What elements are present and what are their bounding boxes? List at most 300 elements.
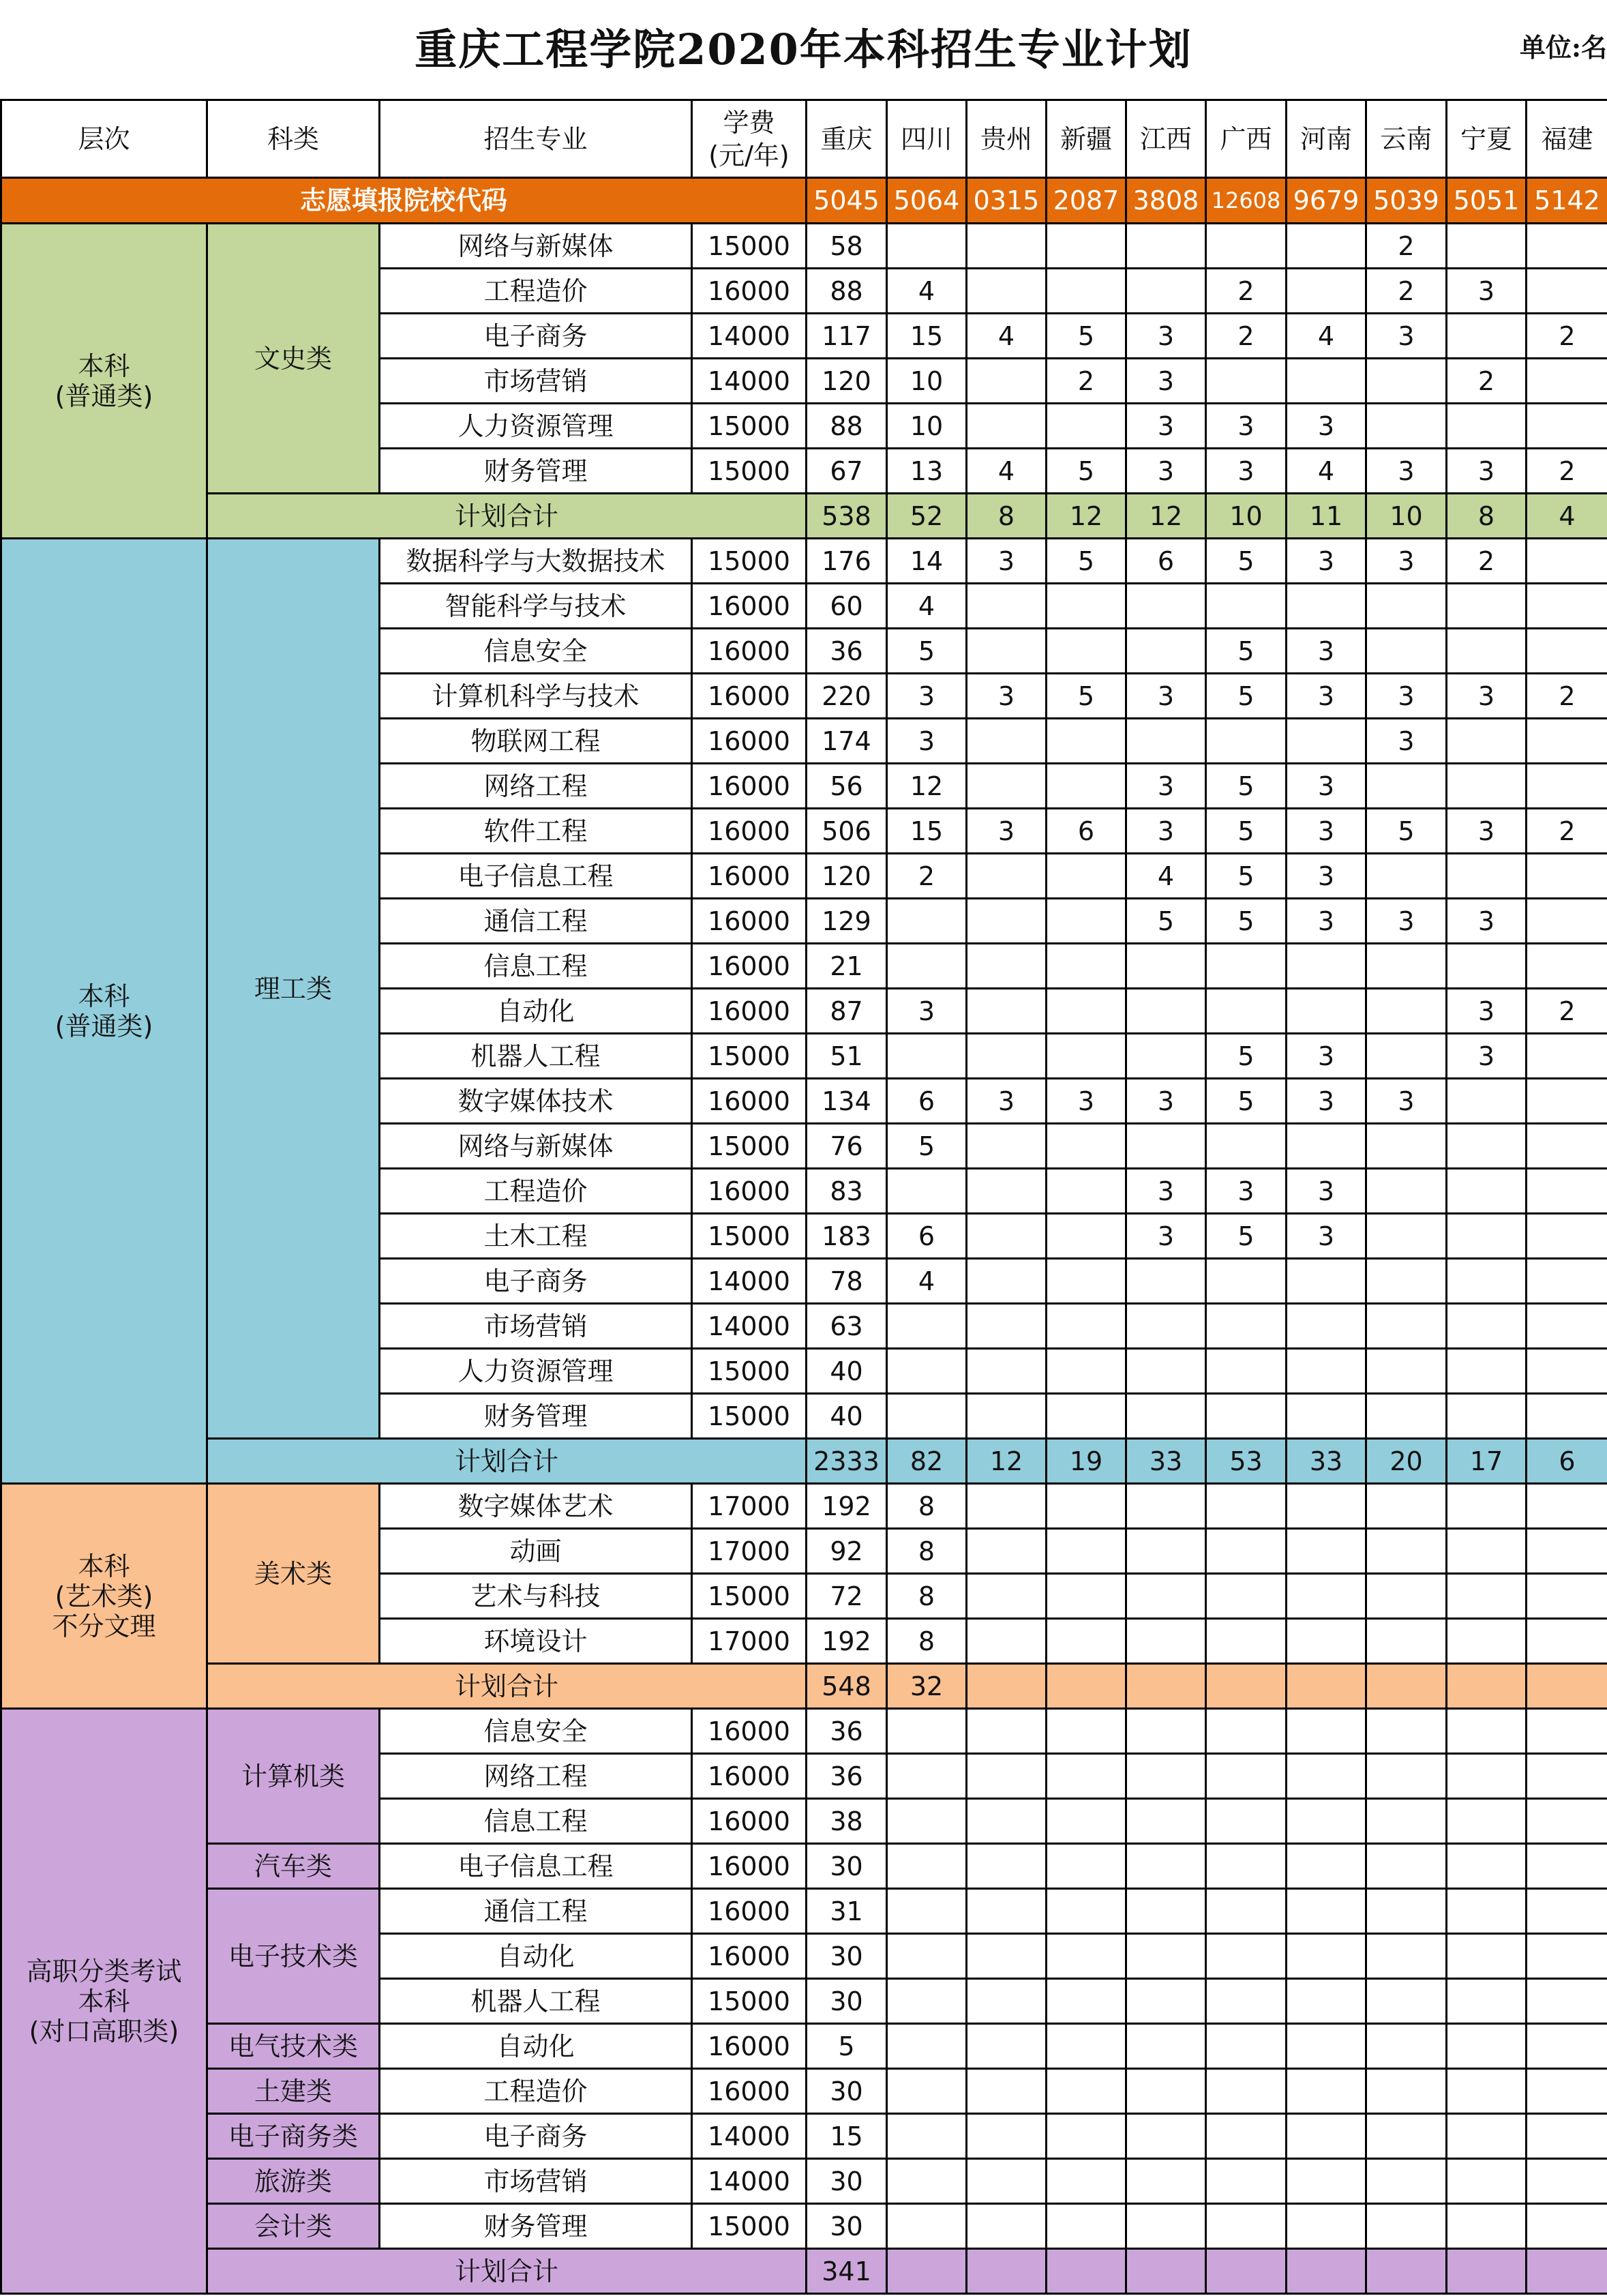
fee-cell: 15000 <box>692 1349 807 1394</box>
quota-cell <box>1287 269 1366 314</box>
quota-cell: 2 <box>1206 269 1287 314</box>
quota-cell: 6 <box>887 1214 967 1259</box>
quota-cell <box>1447 314 1527 359</box>
quota-cell <box>887 1844 967 1889</box>
quota-cell <box>1047 1124 1126 1169</box>
subtotal-cell: 82 <box>887 1439 967 1484</box>
quota-cell: 2 <box>1047 359 1126 404</box>
quota-cell: 3 <box>1287 404 1366 449</box>
quota-cell <box>1527 1484 1607 1529</box>
fee-cell: 16000 <box>692 809 807 854</box>
quota-cell <box>887 1799 967 1844</box>
quota-cell: 5 <box>1047 674 1126 719</box>
category-cell: 计算机类 <box>207 1709 380 1844</box>
quota-cell <box>1206 224 1287 269</box>
quota-cell <box>887 2159 967 2204</box>
quota-cell <box>1126 1709 1206 1754</box>
major-cell: 艺术与科技 <box>380 1574 692 1619</box>
quota-cell <box>1287 1934 1366 1979</box>
major-cell: 工程造价 <box>380 2069 692 2114</box>
quota-cell <box>1047 584 1126 629</box>
subtotal-cell: 20 <box>1366 1439 1447 1484</box>
quota-cell <box>1527 1529 1607 1574</box>
fee-cell: 16000 <box>692 2024 807 2069</box>
quota-cell <box>1527 899 1607 944</box>
header-guangxi: 广西 <box>1206 100 1287 178</box>
quota-cell <box>1287 1124 1366 1169</box>
quota-cell: 5 <box>1206 809 1287 854</box>
subtotal-cell: 548 <box>807 1664 887 1709</box>
quota-cell: 36 <box>807 629 887 674</box>
quota-cell <box>1206 1979 1287 2024</box>
quota-cell <box>1527 359 1607 404</box>
quota-cell: 2 <box>1527 314 1607 359</box>
quota-cell <box>1527 1169 1607 1214</box>
quota-cell: 5 <box>1206 539 1287 584</box>
quota-cell <box>1206 1124 1287 1169</box>
quota-cell: 5 <box>1047 539 1126 584</box>
quota-cell <box>1047 1934 1126 1979</box>
quota-cell <box>1447 1124 1527 1169</box>
quota-cell <box>1447 1349 1527 1394</box>
enrollment-plan-table <box>0 99 1607 2295</box>
fee-cell: 15000 <box>692 1394 807 1439</box>
quota-cell: 10 <box>887 404 967 449</box>
quota-cell: 2 <box>1366 224 1447 269</box>
quota-cell <box>1206 989 1287 1034</box>
quota-cell <box>1206 359 1287 404</box>
subtotal-cell: 11 <box>1287 494 1366 539</box>
quota-cell <box>1447 1214 1527 1259</box>
quota-cell: 183 <box>807 1214 887 1259</box>
quota-cell: 3 <box>1287 1214 1366 1259</box>
quota-cell <box>1287 224 1366 269</box>
quota-cell <box>1287 584 1366 629</box>
quota-cell <box>1527 1259 1607 1304</box>
fee-cell: 16000 <box>692 719 807 764</box>
quota-cell: 14 <box>887 539 967 584</box>
quota-cell <box>1206 1349 1287 1394</box>
quota-cell: 5 <box>1206 764 1287 809</box>
header-chongqing: 重庆 <box>807 100 887 178</box>
subtotal-cell <box>1126 1664 1206 1709</box>
quota-cell <box>967 1304 1047 1349</box>
quota-cell <box>967 944 1047 989</box>
fee-cell: 14000 <box>692 314 807 359</box>
quota-cell <box>1126 224 1206 269</box>
major-cell: 工程造价 <box>380 1169 692 1214</box>
quota-cell <box>1047 989 1126 1034</box>
quota-cell <box>1206 2114 1287 2159</box>
major-cell: 信息安全 <box>380 629 692 674</box>
quota-cell <box>887 1394 967 1439</box>
fee-cell: 16000 <box>692 1169 807 1214</box>
major-cell: 自动化 <box>380 1934 692 1979</box>
quota-cell: 10 <box>887 359 967 404</box>
quota-cell <box>1047 764 1126 809</box>
quota-cell <box>1366 2114 1447 2159</box>
major-cell: 网络与新媒体 <box>380 1124 692 1169</box>
quota-cell <box>1206 2069 1287 2114</box>
quota-cell <box>1126 1484 1206 1529</box>
fee-cell: 16000 <box>692 269 807 314</box>
fee-cell: 17000 <box>692 1529 807 1574</box>
quota-cell <box>1047 404 1126 449</box>
quota-cell <box>1527 1619 1607 1664</box>
table-row <box>1 2024 1607 2069</box>
quota-cell <box>967 269 1047 314</box>
subtotal-cell <box>1047 2249 1126 2294</box>
quota-cell: 36 <box>807 1754 887 1799</box>
quota-cell <box>1126 2204 1206 2249</box>
quota-cell <box>887 1754 967 1799</box>
quota-cell <box>1206 1889 1287 1934</box>
fee-cell: 15000 <box>692 449 807 494</box>
quota-cell: 3 <box>1287 1079 1366 1124</box>
fee-cell: 16000 <box>692 584 807 629</box>
quota-cell: 3 <box>1447 674 1527 719</box>
quota-cell <box>1206 1934 1287 1979</box>
quota-cell: 129 <box>807 899 887 944</box>
quota-cell <box>1126 1934 1206 1979</box>
quota-cell: 3 <box>1366 719 1447 764</box>
header-fee: 学费 (元/年) <box>692 100 807 178</box>
quota-cell: 3 <box>967 674 1047 719</box>
quota-cell <box>1527 2069 1607 2114</box>
header-category: 科类 <box>207 100 380 178</box>
major-cell: 动画 <box>380 1529 692 1574</box>
quota-cell <box>1527 404 1607 449</box>
category-cell: 电子商务类 <box>207 2114 380 2159</box>
major-cell: 环境设计 <box>380 1619 692 1664</box>
quota-cell <box>1447 2159 1527 2204</box>
quota-cell <box>1047 1034 1126 1079</box>
fee-cell: 15000 <box>692 1979 807 2024</box>
quota-cell <box>1126 2114 1206 2159</box>
quota-cell <box>887 224 967 269</box>
quota-cell <box>967 1259 1047 1304</box>
quota-cell <box>1206 1799 1287 1844</box>
major-cell: 数据科学与大数据技术 <box>380 539 692 584</box>
quota-cell <box>1366 1574 1447 1619</box>
quota-cell: 3 <box>1126 1079 1206 1124</box>
quota-cell: 60 <box>807 584 887 629</box>
school-code-cell: 3808 <box>1126 178 1206 224</box>
fee-cell: 17000 <box>692 1484 807 1529</box>
quota-cell: 3 <box>967 539 1047 584</box>
quota-cell: 134 <box>807 1079 887 1124</box>
fee-cell: 15000 <box>692 404 807 449</box>
quota-cell <box>1527 1979 1607 2024</box>
major-cell: 网络工程 <box>380 764 692 809</box>
quota-cell <box>1047 1214 1126 1259</box>
quota-cell: 2 <box>1527 809 1607 854</box>
quota-cell <box>1527 854 1607 899</box>
quota-cell <box>967 1574 1047 1619</box>
quota-cell: 3 <box>967 809 1047 854</box>
document-title: 重庆工程学院2020年本科招生专业计划 <box>415 25 1192 74</box>
quota-cell <box>1366 1529 1447 1574</box>
quota-cell: 2 <box>1527 674 1607 719</box>
quota-cell <box>1126 1799 1206 1844</box>
quota-cell: 3 <box>1047 1079 1126 1124</box>
quota-cell: 30 <box>807 1934 887 1979</box>
quota-cell <box>1366 1934 1447 1979</box>
quota-cell: 3 <box>887 674 967 719</box>
quota-cell <box>1047 1169 1126 1214</box>
quota-cell <box>1047 1889 1126 1934</box>
quota-cell: 3 <box>1447 809 1527 854</box>
quota-cell <box>1206 1529 1287 1574</box>
quota-cell <box>1206 1844 1287 1889</box>
fee-cell: 15000 <box>692 1124 807 1169</box>
quota-cell <box>1287 1529 1366 1574</box>
major-cell: 机器人工程 <box>380 1979 692 2024</box>
major-cell: 通信工程 <box>380 1889 692 1934</box>
quota-cell: 3 <box>1366 674 1447 719</box>
quota-cell <box>1287 1304 1366 1349</box>
major-cell: 智能科学与技术 <box>380 584 692 629</box>
fee-cell: 16000 <box>692 944 807 989</box>
quota-cell: 63 <box>807 1304 887 1349</box>
quota-cell <box>1206 1259 1287 1304</box>
quota-cell: 3 <box>1447 269 1527 314</box>
subtotal-cell <box>1206 1664 1287 1709</box>
quota-cell <box>887 2069 967 2114</box>
quota-cell: 3 <box>887 989 967 1034</box>
quota-cell <box>967 2114 1047 2159</box>
quota-cell <box>1447 629 1527 674</box>
major-cell: 电子商务 <box>380 2114 692 2159</box>
quota-cell <box>1527 1934 1607 1979</box>
quota-cell <box>1126 2069 1206 2114</box>
table-row <box>1 2159 1607 2204</box>
unit-label: 单位:名 <box>1519 32 1607 63</box>
quota-cell: 88 <box>807 404 887 449</box>
quota-cell: 12 <box>887 764 967 809</box>
quota-cell <box>967 1979 1047 2024</box>
header-major: 招生专业 <box>380 100 692 178</box>
quota-cell <box>1366 1169 1447 1214</box>
quota-cell <box>1126 1259 1206 1304</box>
subtotal-cell: 52 <box>887 494 967 539</box>
table-row <box>1 1844 1607 1889</box>
subtotal-cell: 8 <box>967 494 1047 539</box>
quota-cell <box>1287 1979 1366 2024</box>
quota-cell <box>967 1484 1047 1529</box>
quota-cell <box>967 1034 1047 1079</box>
category-cell: 旅游类 <box>207 2159 380 2204</box>
quota-cell <box>967 224 1047 269</box>
quota-cell: 4 <box>1287 314 1366 359</box>
subtotal-cell <box>887 2249 967 2294</box>
school-code-cell: 9679 <box>1287 178 1366 224</box>
fee-cell: 16000 <box>692 1709 807 1754</box>
quota-cell <box>1447 1484 1527 1529</box>
major-cell: 网络与新媒体 <box>380 224 692 269</box>
quota-cell: 3 <box>1287 854 1366 899</box>
quota-cell: 3 <box>1447 449 1527 494</box>
subtotal-cell: 19 <box>1047 1439 1126 1484</box>
subtotal-cell: 4 <box>1527 494 1607 539</box>
quota-cell: 3 <box>1206 404 1287 449</box>
quota-cell <box>1366 944 1447 989</box>
quota-cell: 5 <box>1047 314 1126 359</box>
quota-cell <box>967 764 1047 809</box>
header-level: 层次 <box>1 100 207 178</box>
quota-cell <box>1206 1619 1287 1664</box>
quota-cell <box>887 1889 967 1934</box>
fee-cell: 15000 <box>692 1034 807 1079</box>
quota-cell: 117 <box>807 314 887 359</box>
quota-cell <box>1287 1799 1366 1844</box>
quota-cell <box>967 1889 1047 1934</box>
quota-cell: 120 <box>807 854 887 899</box>
quota-cell <box>1447 1079 1527 1124</box>
quota-cell <box>1206 2204 1287 2249</box>
quota-cell <box>1366 764 1447 809</box>
quota-cell <box>1047 1844 1126 1889</box>
quota-cell: 3 <box>1287 629 1366 674</box>
school-code-label: 志愿填报院校代码 <box>1 178 807 224</box>
quota-cell: 5 <box>887 1124 967 1169</box>
quota-cell <box>967 1349 1047 1394</box>
quota-cell: 174 <box>807 719 887 764</box>
quota-cell <box>1366 1754 1447 1799</box>
quota-cell <box>1527 1754 1607 1799</box>
quota-cell: 5 <box>1366 809 1447 854</box>
category-cell: 文史类 <box>207 224 380 494</box>
quota-cell <box>887 1709 967 1754</box>
quota-cell <box>1047 269 1126 314</box>
subtotal-label: 计划合计 <box>207 1664 807 1709</box>
quota-cell <box>967 1214 1047 1259</box>
quota-cell <box>1366 629 1447 674</box>
quota-cell <box>1287 359 1366 404</box>
quota-cell: 40 <box>807 1349 887 1394</box>
subtotal-cell <box>1527 2249 1607 2294</box>
subtotal-cell: 12 <box>1047 494 1126 539</box>
fee-cell: 16000 <box>692 629 807 674</box>
quota-cell <box>1447 1529 1527 1574</box>
quota-cell <box>1447 1754 1527 1799</box>
subtotal-label: 计划合计 <box>207 494 807 539</box>
quota-cell: 8 <box>887 1529 967 1574</box>
quota-cell <box>1047 629 1126 674</box>
quota-cell <box>1206 1574 1287 1619</box>
quota-cell <box>1047 719 1126 764</box>
quota-cell <box>967 1799 1047 1844</box>
quota-cell <box>1447 2024 1527 2069</box>
quota-cell <box>1287 719 1366 764</box>
quota-cell <box>967 1844 1047 1889</box>
quota-cell <box>1126 1574 1206 1619</box>
quota-cell <box>1126 1754 1206 1799</box>
major-cell: 市场营销 <box>380 1304 692 1349</box>
subtotal-cell <box>1206 2249 1287 2294</box>
subtotal-cell: 12 <box>967 1439 1047 1484</box>
quota-cell: 31 <box>807 1889 887 1934</box>
quota-cell <box>1366 1619 1447 1664</box>
quota-cell <box>1047 1304 1126 1349</box>
quota-cell <box>1366 854 1447 899</box>
quota-cell <box>1447 2114 1527 2159</box>
quota-cell <box>967 1754 1047 1799</box>
quota-cell <box>887 1169 967 1214</box>
fee-cell: 15000 <box>692 224 807 269</box>
quota-cell: 192 <box>807 1619 887 1664</box>
quota-cell <box>1527 2204 1607 2249</box>
major-cell: 通信工程 <box>380 899 692 944</box>
quota-cell <box>1047 1709 1126 1754</box>
quota-cell: 3 <box>1287 1034 1366 1079</box>
subtotal-cell: 538 <box>807 494 887 539</box>
quota-cell <box>1447 1574 1527 1619</box>
fee-cell: 14000 <box>692 1304 807 1349</box>
quota-cell <box>1366 2024 1447 2069</box>
major-cell: 人力资源管理 <box>380 1349 692 1394</box>
quota-cell: 5 <box>1126 899 1206 944</box>
quota-cell <box>967 1124 1047 1169</box>
quota-cell <box>1287 2069 1366 2114</box>
quota-cell <box>967 719 1047 764</box>
header-ningxia: 宁夏 <box>1447 100 1527 178</box>
quota-cell <box>1447 719 1527 764</box>
quota-cell: 506 <box>807 809 887 854</box>
quota-cell <box>1447 1889 1527 1934</box>
subtotal-cell <box>1047 1664 1126 1709</box>
quota-cell: 30 <box>807 2159 887 2204</box>
fee-cell: 16000 <box>692 1844 807 1889</box>
quota-cell <box>1366 584 1447 629</box>
quota-cell <box>967 2159 1047 2204</box>
quota-cell <box>1447 1619 1527 1664</box>
quota-cell <box>1126 629 1206 674</box>
major-cell: 软件工程 <box>380 809 692 854</box>
quota-cell <box>1047 1799 1126 1844</box>
quota-cell <box>1287 1574 1366 1619</box>
quota-cell: 3 <box>1126 674 1206 719</box>
quota-cell: 5 <box>1206 1034 1287 1079</box>
category-cell: 理工类 <box>207 539 380 1439</box>
quota-cell <box>967 629 1047 674</box>
quota-cell <box>1206 2024 1287 2069</box>
quota-cell <box>1047 1979 1126 2024</box>
quota-cell: 76 <box>807 1124 887 1169</box>
school-code-cell: 5045 <box>807 178 887 224</box>
quota-cell: 4 <box>887 1259 967 1304</box>
quota-cell <box>1527 1574 1607 1619</box>
quota-cell <box>1287 944 1366 989</box>
quota-cell: 3 <box>1366 314 1447 359</box>
school-code-cell: 2087 <box>1047 178 1126 224</box>
header-sichuan: 四川 <box>887 100 967 178</box>
quota-cell: 21 <box>807 944 887 989</box>
fee-cell: 16000 <box>692 1934 807 1979</box>
quota-cell: 83 <box>807 1169 887 1214</box>
quota-cell: 36 <box>807 1709 887 1754</box>
quota-cell: 5 <box>1206 1079 1287 1124</box>
quota-cell <box>887 2114 967 2159</box>
table-row <box>1 1889 1607 1934</box>
quota-cell <box>967 2069 1047 2114</box>
table-row <box>1 2114 1607 2159</box>
quota-cell <box>967 899 1047 944</box>
quota-cell: 3 <box>1126 449 1206 494</box>
quota-cell: 92 <box>807 1529 887 1574</box>
quota-cell <box>967 584 1047 629</box>
table-row <box>1 2069 1607 2114</box>
